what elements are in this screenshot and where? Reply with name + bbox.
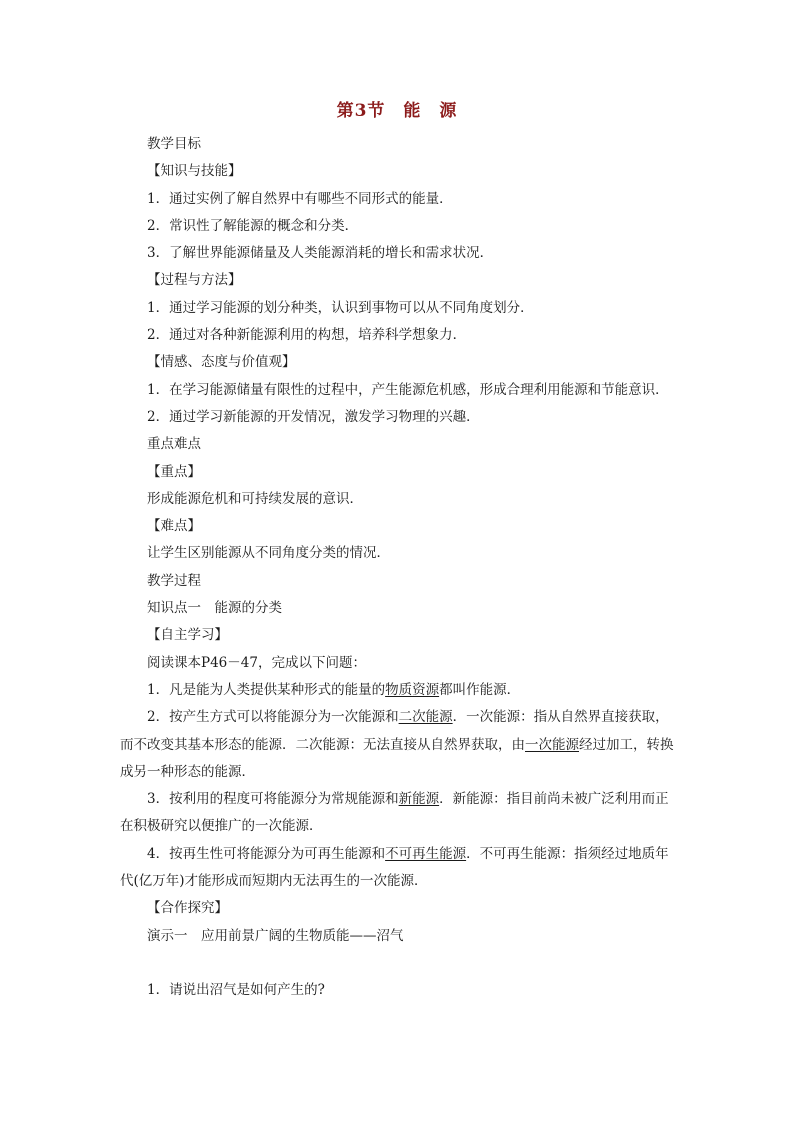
subheading-cooperative-inquiry: 【合作探究】 bbox=[147, 900, 228, 917]
reading-instruction: 阅读课本P46－47，完成以下问题： bbox=[147, 654, 366, 671]
blank-line bbox=[120, 950, 675, 977]
heading-teaching-goals: 教学目标 bbox=[147, 136, 201, 152]
answer-blank: 二次能源 bbox=[398, 709, 453, 726]
goal-item: 1．通过实例了解自然界中有哪些不同形式的能量． bbox=[147, 190, 453, 207]
subheading-difficulty: 【难点】 bbox=[147, 518, 201, 535]
title-char-1: 能 bbox=[403, 101, 422, 121]
question-1: 1．凡是能为人类提供某种形式的能量的物质资源都叫作能源． bbox=[147, 681, 521, 698]
answer-blank: 新能源 bbox=[398, 791, 440, 808]
answer-blank: 物质资源 bbox=[385, 681, 440, 698]
goal-item: 3．了解世界能源储量及人类能源消耗的增长和需求状况． bbox=[147, 245, 494, 262]
answer-blank: 一次能源 bbox=[525, 736, 579, 753]
focus-text: 形成能源危机和可持续发展的意识． bbox=[147, 490, 363, 507]
demo-title: 演示一 应用前景广阔的生物质能——沼气 bbox=[147, 927, 404, 944]
goal-item: 1．通过学习能源的划分种类，认识到事物可以从不同角度划分． bbox=[147, 299, 534, 316]
goal-item: 2．常识性了解能源的概念和分类． bbox=[147, 217, 359, 234]
answer-blank: 不可再生能源 bbox=[385, 845, 467, 862]
heading-key-points: 重点难点 bbox=[147, 436, 201, 453]
question-4: 4．按再生性可将能源分为可再生能源和不可再生能源．不可再生能源：指须经过地质年代(亿万年)才能形成而短期内无法再生的一次能源． bbox=[120, 845, 669, 890]
subheading-self-study: 【自主学习】 bbox=[147, 627, 228, 644]
question-2: 2．按产生方式可以将能源分为一次能源和二次能源．一次能源：指从自然界直接获取，而不改变其基本形态的能源．二次能源：无法直接从自然界获取，由一次能源经过加工，转换成另一种形态的能源． bbox=[120, 709, 674, 780]
inquiry-question: 1．请说出沼气是如何产生的? bbox=[147, 981, 325, 998]
page-title bbox=[0, 96, 794, 121]
difficulty-text: 让学生区别能源从不同角度分类的情况． bbox=[147, 545, 390, 562]
goal-item: 2．通过对各种新能源利用的构想，培养科学想象力． bbox=[147, 327, 467, 344]
goal-item: 2．通过学习新能源的开发情况，激发学习物理的兴趣． bbox=[147, 408, 480, 425]
document-body bbox=[120, 131, 675, 1004]
knowledge-point-title: 知识点一 能源的分类 bbox=[147, 600, 282, 617]
heading-teaching-process: 教学过程 bbox=[147, 572, 201, 589]
title-char-2: 源 bbox=[439, 101, 458, 121]
subheading-process-methods: 【过程与方法】 bbox=[147, 272, 242, 289]
title-section-number: 第3节 bbox=[336, 101, 386, 121]
subheading-knowledge-skills: 【知识与技能】 bbox=[147, 163, 242, 180]
goal-item: 1．在学习能源储量有限性的过程中，产生能源危机感，形成合理利用能源和节能意识． bbox=[147, 381, 669, 398]
subheading-emotion-values: 【情感、态度与价值观】 bbox=[147, 354, 296, 371]
subheading-focus: 【重点】 bbox=[147, 463, 201, 480]
question-3: 3．按利用的程度可将能源分为常规能源和新能源．新能源：指目前尚未被广泛利用而正在积极研究以便推广的一次能源． bbox=[120, 791, 669, 835]
